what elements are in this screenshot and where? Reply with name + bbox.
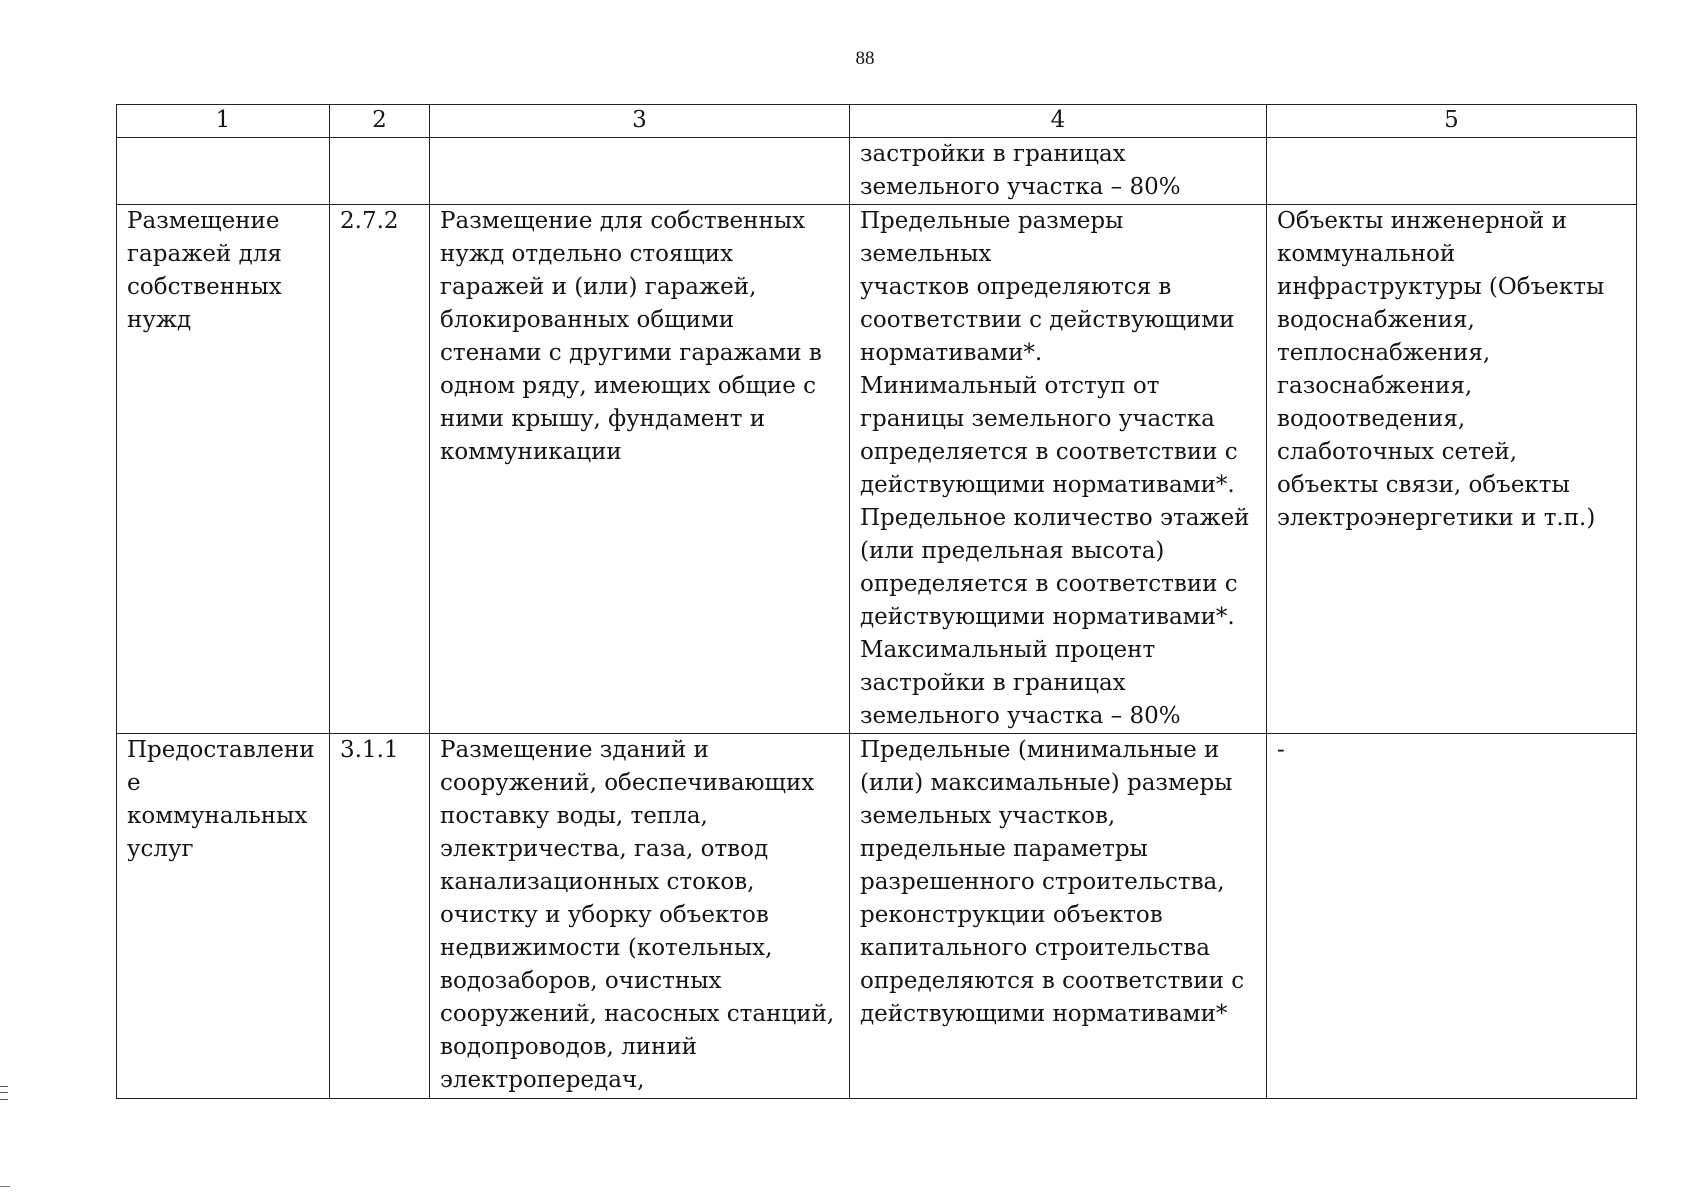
text-line: предельные параметры [860,836,1148,862]
text-line: гаражей для [127,241,282,267]
text-line: одном ряду, имеющих общие с [440,373,816,399]
text-line: реконструкции объектов [860,902,1163,928]
text-line: коммуникации [440,439,622,465]
text-line: водопроводов, линий [440,1034,698,1060]
text-line: - [1277,737,1285,763]
text-line: Объекты инженерной и [1277,208,1567,234]
page-number: 88 [855,48,875,69]
cell-col2 [330,138,430,205]
text-line: электропередач, [440,1067,645,1093]
text-line: земельного участка – 80% [860,174,1181,200]
description-cell [430,734,850,1099]
text-line: услуг [127,836,194,862]
text-line: собственных [127,274,282,300]
text-line: водоснабжения, [1277,307,1475,333]
text-line: Предельные (минимальные и [860,737,1220,763]
code-cell [330,205,430,734]
cell-col3 [430,138,850,205]
text-line: е [127,770,141,796]
text-line: Предоставлени [127,737,315,763]
text-line: определяется в соответствии с [860,439,1238,465]
text-line: участков определяются в [860,274,1172,300]
text-line: определяется в соответствии с [860,571,1238,597]
land-use-table [116,104,1637,1099]
cell-col4 [850,138,1267,205]
text-line: Размещение [127,208,280,234]
text-line: водоотведения, [1277,406,1466,432]
auxiliary-uses-cell [1267,734,1637,1099]
text-line: Размещение зданий и [440,737,709,763]
text-line: Максимальный процент [860,637,1156,663]
land-use-name-cell [117,734,330,1099]
text-line: объекты связи, объекты [1277,472,1570,498]
text-line: (или предельная высота) [860,538,1165,564]
table-row [117,205,1637,734]
text-line: соответствии с действующими [860,307,1235,333]
parameters-cell [850,205,1267,734]
description-cell [430,205,850,734]
header-row [117,105,1637,138]
text-line: коммунальной [1277,241,1456,267]
text-line: слаботочных сетей, [1277,439,1518,465]
text-line: Предельные размеры земельных [860,208,1124,267]
text-line: электроэнергетики и т.п.) [1277,505,1596,531]
text-line: определяются в соответствии с [860,968,1245,994]
text-line: земельных участков, [860,803,1116,829]
text-line: инфраструктуры (Объекты [1277,274,1605,300]
text-line: капитального строительства [860,935,1210,961]
text-line: (или) максимальные) размеры [860,770,1233,796]
text-line: застройки в границах [860,141,1126,167]
scan-margin-tick [0,1186,10,1187]
text-line: сооружений, насосных станций, [440,1001,835,1027]
cell-col5 [1267,138,1637,205]
text-line: земельного участка – 80% [860,703,1181,729]
text-line: нормативами*. [860,340,1043,366]
column-header-5: 5 [1267,105,1637,138]
text-line: поставку воды, тепла, [440,803,708,829]
text-line: застройки в границах [860,670,1126,696]
text-line: нужд отдельно стоящих [440,241,734,267]
text-line: сооружений, обеспечивающих [440,770,815,796]
column-header-1: 1 [117,105,330,138]
parameters-cell [850,734,1267,1099]
text-line: стенами с другими гаражами в [440,340,822,366]
land-use-name-cell [117,205,330,734]
text-line: Минимальный отступ от [860,373,1160,399]
column-header-4: 4 [850,105,1267,138]
text-line: газоснабжения, [1277,373,1473,399]
text-line: водозаборов, очистных [440,968,722,994]
text-line: действующими нормативами*. [860,472,1235,498]
cell-col1 [117,138,330,205]
text-line: ними крышу, фундамент и [440,406,766,432]
code-cell [330,734,430,1099]
text-line: канализационных стоков, [440,869,755,895]
text-line: очистку и уборку объектов [440,902,769,928]
auxiliary-uses-cell [1267,205,1637,734]
text-line: действующими нормативами*. [860,604,1235,630]
text-line: электричества, газа, отвод [440,836,769,862]
column-header-2: 2 [330,105,430,138]
table-row-continuation [117,138,1637,205]
text-line: границы земельного участка [860,406,1215,432]
text-line: нужд [127,307,192,333]
code-text: 3.1.1 [340,737,399,763]
column-header-3: 3 [430,105,850,138]
table-row [117,734,1637,1099]
text-line: теплоснабжения, [1277,340,1491,366]
text-line: Размещение для собственных [440,208,806,234]
text-line: Предельное количество этажей [860,505,1250,531]
text-line: блокированных общими [440,307,735,333]
scan-margin-mark [0,1086,8,1100]
code-text: 2.7.2 [340,208,399,234]
text-line: коммунальных [127,803,308,829]
text-line: разрешенного строительства, [860,869,1225,895]
text-line: действующими нормативами* [860,1001,1228,1027]
text-line: гаражей и (или) гаражей, [440,274,757,300]
text-line: недвижимости (котельных, [440,935,773,961]
